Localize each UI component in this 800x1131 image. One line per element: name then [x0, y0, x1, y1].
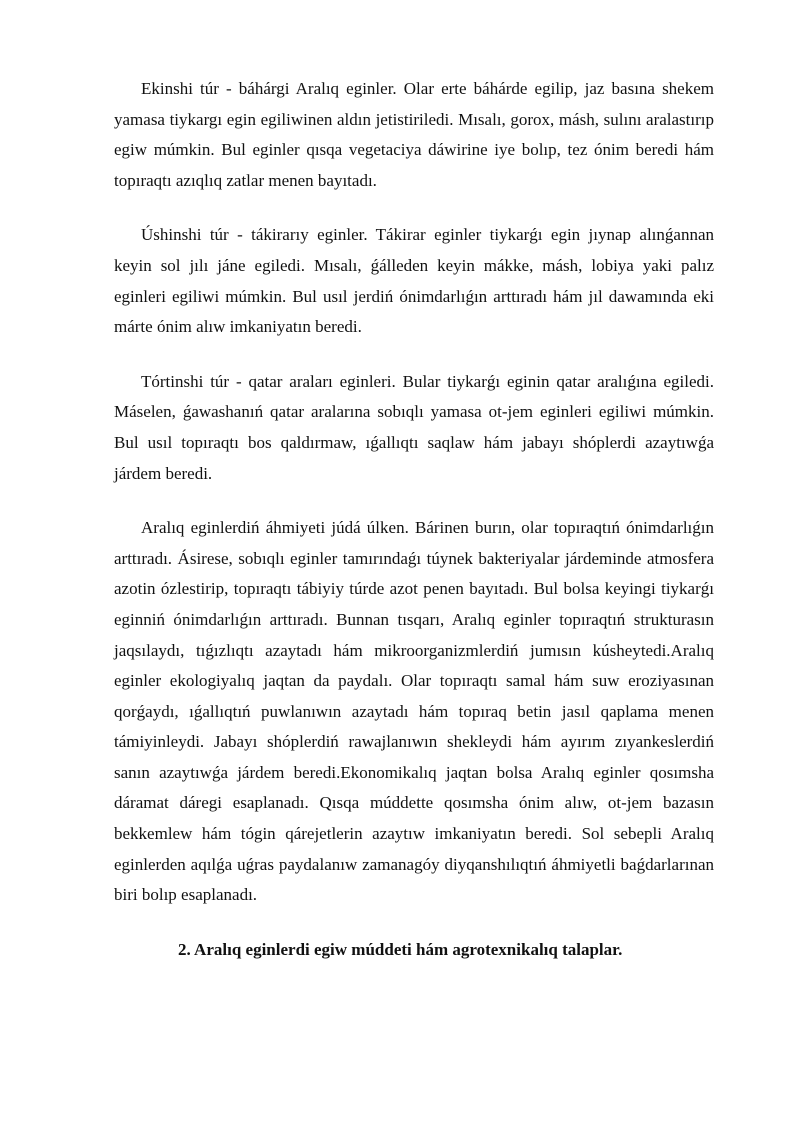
paragraph-spring-catch-crops: Ekinshi túr - báhárgi Aralıq eginler. Olar erte báhárde egilip, jaz basına shekem yamasa tiykargı egin egiliwinen aldın jetistiriledi. Mısalı, gorox, másh, sulını aralastırıp egiw múmkin. Bul eginler qısqa vegetaciya dáwirine iye bolıp, tez ónim beredi hám topıraqtı azıqlıq zatlar menen bayıtadı. — [114, 79, 714, 190]
paragraph-row-spacing-crops: Tórtinshi túr - qatar araları eginleri. Bular tiykarǵı eginin qatar aralıǵına egiledi. Máselen, ǵawashanıń qatar aralarına sobıqlı yamasa ot-jem eginleri egiliwi múmkin. Bul usıl topıraqtı bos qaldırmaw, ıǵallıqtı saqlaw hám jabayı shóplerdi azaytıwǵa járdem beredi. — [114, 371, 714, 483]
document-page — [114, 74, 714, 965]
paragraph-repeat-crops: Úshinshi túr - tákirarıy eginler. Tákirar eginler tiykarǵı egin jıynap alınǵannan keyin sol jılı jáne egiledi. Mısalı, ǵálleden keyin mákke, másh, lobiya yaki palız eginleri egiliwi múmkin. Bul usıl jerdiń ónimdarlıǵın arttıradı hám jıl dawamında eki márte ónim alıw imkaniyatın beredi. — [114, 225, 714, 337]
section-heading: 2. Aralıq eginlerdi egiw múddeti hám agrotexnikalıq talaplar. — [178, 939, 623, 959]
paragraph-importance: Aralıq eginlerdiń áhmiyeti júdá úlken. Bárinen burın, olar topıraqtıń ónimdarlıǵın arttıradı. Ásirese, sobıqlı eginler tamırındaǵı túynek bakteriyalar járdeminde atmosfera azotin ózlestirip, topıraqtı tábiyiy túrde azot penen bayıtadı. Bul bolsa keyingi tiykarǵı eginniń ónimdarlıǵın arttıradı. Bunnan tısqarı, Aralıq eginler topıraqtıń strukturasın jaqsılaydı, tıǵızlıqtı azaytadı hám mikroorganizmlerdiń jumısın kúsheytedi.Aralıq eginler ekologiyalıq jaqtan da paydalı. Olar topıraqtı samal hám suw eroziyasınan qorǵaydı, ıǵallıqtıń puwlanıwın azaytadı hám topıraq betin jasıl qaplama menen támiyinleydi. Jabayı shóplerdiń rawajlanıwın shekleydi hám ayırım zıyankeslerdiń sanın azaytıwǵa járdem beredi.Ekonomikalıq jaqtan bolsa Aralıq eginler qosımsha dáramat dáregi esaplanadı. Qısqa múddette qosımsha ónim alıw, ot-jem bazasın bekkemlew hám tógin qárejetlerin azaytıw imkaniyatın beredi. Sol sebepli Aralıq eginlerden aqılǵa uǵras paydalanıw zamanagóy diyqanshılıqtıń áhmiyetli baǵdarlarınan biri bolıp esaplanadı. — [114, 518, 714, 905]
